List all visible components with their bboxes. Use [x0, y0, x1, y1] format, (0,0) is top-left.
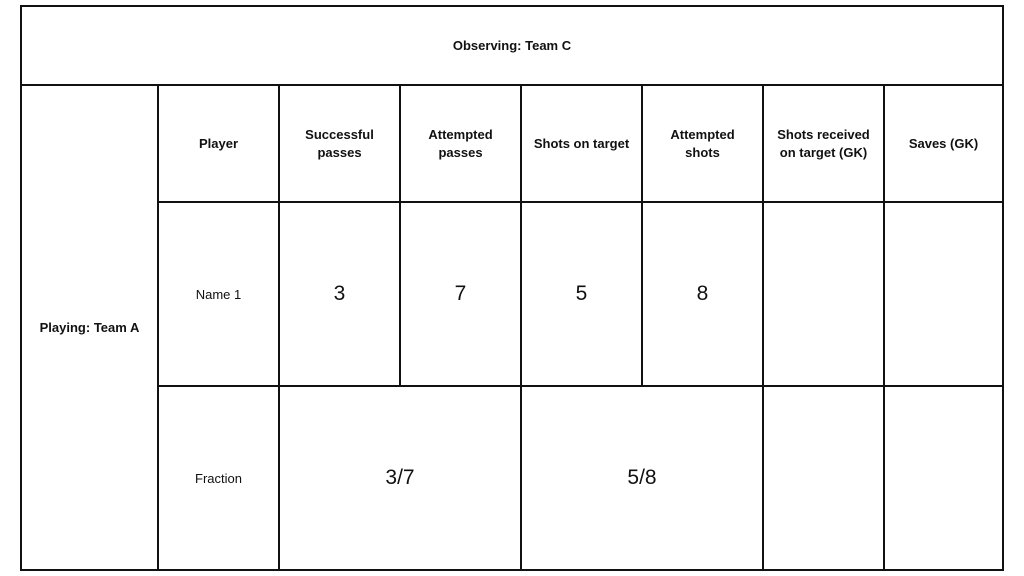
header-shots-on-target: Shots on target [533, 135, 630, 151]
shots-fraction-value: 5/8 [627, 466, 657, 489]
observing-title: Observing: Team C [452, 37, 572, 53]
header-attempted-shots: Attempted shots [670, 126, 735, 160]
playing-team-label: Playing: Team A [39, 319, 140, 335]
passes-fraction-value: 3/7 [385, 466, 415, 489]
fraction-label: Fraction [195, 470, 242, 486]
header-saves-gk: Saves (GK) [908, 135, 979, 151]
saves-gk-value [885, 203, 1002, 385]
player-name-cell: Name 1 [195, 286, 242, 302]
shots-on-target-value: 5 [575, 282, 588, 305]
attempted-passes-value: 7 [454, 282, 467, 305]
shots-received-gk-value [764, 203, 883, 385]
shots-received-gk-fraction [764, 387, 883, 569]
header-shots-received-gk: Shots received on target (GK) [777, 126, 870, 160]
successful-passes-value: 3 [333, 282, 346, 305]
header-player: Player [198, 135, 239, 151]
saves-gk-fraction [885, 387, 1002, 569]
attempted-shots-value: 8 [696, 282, 709, 305]
header-attempted-passes: Attempted passes [428, 126, 493, 160]
header-successful-passes: Successful passes [305, 126, 374, 160]
stats-table [20, 5, 1004, 571]
